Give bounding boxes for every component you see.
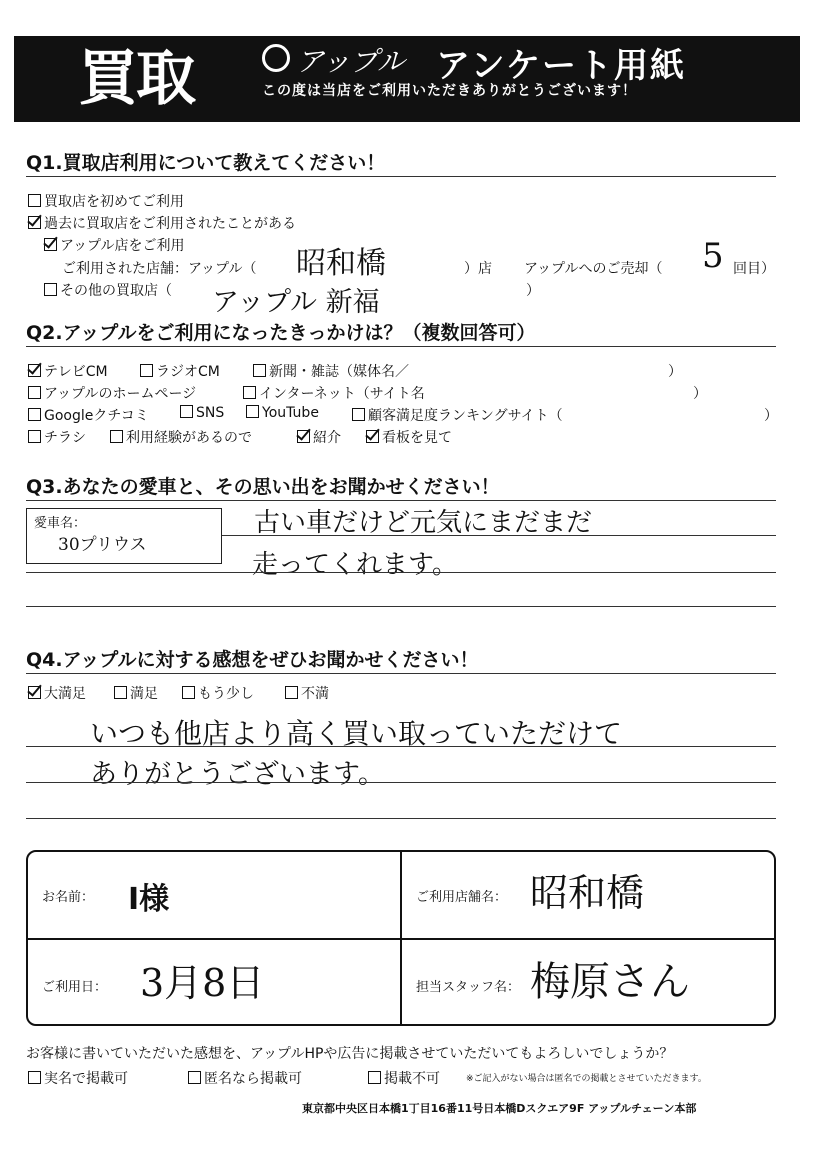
q2-sns-option[interactable] xyxy=(180,405,224,421)
q4-bit-more-label: もう少し xyxy=(198,686,254,702)
staff-label: 担当スタッフ名： xyxy=(416,980,521,995)
q2-google-label: Googleクチコミ xyxy=(44,408,149,424)
q2-radio-option[interactable] xyxy=(140,361,220,381)
q4-bit-more-option[interactable] xyxy=(182,683,254,703)
checkbox-icon[interactable] xyxy=(246,405,259,418)
checkbox-icon[interactable] xyxy=(180,405,193,418)
consent-real-name-label: 実名で掲載可 xyxy=(44,1071,128,1087)
q1-first-time-label: 買取店を初めてご利用 xyxy=(44,194,184,210)
q4-satisfied-label: 満足 xyxy=(130,686,158,702)
checkbox-icon[interactable] xyxy=(28,194,41,207)
q1-store-label: ご利用された店舗：アップル（ xyxy=(62,261,257,277)
checkbox-checked-icon[interactable] xyxy=(28,364,41,377)
q2-newspaper-option[interactable] xyxy=(253,361,409,381)
q2-youtube-label: YouTube xyxy=(262,405,319,421)
consent-note: ※ご記入がない場合は匿名での掲載とさせていただきます。 xyxy=(466,1074,707,1084)
checkbox-icon[interactable] xyxy=(243,386,256,399)
q2-question: Q2.アップルをご利用になったきっかけは？（複数回答可） xyxy=(26,322,536,344)
consent-anonymous-label: 匿名なら掲載可 xyxy=(204,1071,302,1087)
panel-divider-horizontal xyxy=(26,938,776,940)
q3-question: Q3.あなたの愛車と、その思い出をお聞かせください！ xyxy=(26,476,500,498)
header-big-text: 買取 xyxy=(78,44,194,114)
header-title: アンケート用紙 xyxy=(436,46,686,86)
q2-ranking-label: 顧客満足度ランキングサイト（ xyxy=(368,408,563,424)
q2-ranking-option[interactable] xyxy=(352,405,563,425)
q2-internet-option[interactable] xyxy=(243,383,425,403)
q3-writing-line xyxy=(26,606,776,607)
q2-youtube-option[interactable] xyxy=(246,405,319,421)
q1-question: Q1.買取店利用について教えてください！ xyxy=(26,152,386,174)
q1-other-close: ） xyxy=(526,283,540,299)
q2-homepage-option[interactable] xyxy=(28,383,196,403)
consent-no-publish-label: 掲載不可 xyxy=(384,1071,440,1087)
q1-other-value[interactable]: アップル 新福 xyxy=(212,287,380,318)
q2-radio-label: ラジオCM xyxy=(156,364,220,380)
q3-memory-line-2[interactable]: 走ってくれます。 xyxy=(252,550,458,580)
checkbox-icon[interactable] xyxy=(253,364,266,377)
checkbox-checked-icon[interactable] xyxy=(297,430,310,443)
q4-dissatisfied-label: 不満 xyxy=(301,686,329,702)
q1-store-value[interactable]: 昭和橋 xyxy=(296,246,386,281)
q2-sns-label: SNS xyxy=(196,405,225,421)
q2-ranking-close: ） xyxy=(764,408,778,424)
q1-other-label: その他の買取店（ xyxy=(60,283,172,299)
q2-tvcm-option[interactable] xyxy=(28,361,108,381)
q2-newspaper-close: ） xyxy=(668,364,682,380)
q2-rule xyxy=(26,346,776,347)
q4-satisfied-option[interactable] xyxy=(114,683,158,703)
q1-times-label: アップルへのご売却（ xyxy=(524,261,663,277)
q4-comment-line-2[interactable]: ありがとうございます。 xyxy=(90,759,385,790)
q1-first-time-option[interactable] xyxy=(28,191,184,211)
checkbox-icon[interactable] xyxy=(114,686,127,699)
q2-experience-option[interactable] xyxy=(110,427,252,447)
q3-rule xyxy=(26,500,776,501)
q4-writing-line xyxy=(26,746,776,747)
name-label: お名前： xyxy=(42,890,95,905)
checkbox-checked-icon[interactable] xyxy=(28,686,41,699)
q1-store-suffix: ）店 xyxy=(464,261,492,277)
q2-flyer-label: チラシ xyxy=(44,430,86,446)
consent-no-publish-option[interactable] xyxy=(368,1068,440,1088)
checkbox-checked-icon[interactable] xyxy=(44,238,57,251)
checkbox-icon[interactable] xyxy=(28,408,41,421)
q1-used-before-option[interactable] xyxy=(28,213,296,233)
store-name-label: ご利用店舗名： xyxy=(416,890,508,905)
checkbox-checked-icon[interactable] xyxy=(28,216,41,229)
checkbox-icon[interactable] xyxy=(28,1071,41,1084)
q2-tvcm-label: テレビCM xyxy=(44,364,108,380)
q4-very-satisfied-label: 大満足 xyxy=(44,686,86,702)
q2-flyer-option[interactable] xyxy=(28,427,86,447)
checkbox-icon[interactable] xyxy=(182,686,195,699)
q4-dissatisfied-option[interactable] xyxy=(285,683,329,703)
q2-referral-label: 紹介 xyxy=(313,430,341,446)
q2-homepage-label: アップルのホームページ xyxy=(44,386,197,402)
consent-real-name-option[interactable] xyxy=(28,1068,128,1088)
q2-experience-label: 利用経験があるので xyxy=(126,430,252,446)
q4-very-satisfied-option[interactable] xyxy=(28,683,86,703)
store-name-value[interactable]: 昭和橋 xyxy=(530,871,645,915)
checkbox-icon[interactable] xyxy=(110,430,123,443)
q1-times-value[interactable]: 5 xyxy=(702,236,724,276)
q2-signboard-option[interactable] xyxy=(366,427,452,447)
checkbox-icon[interactable] xyxy=(28,430,41,443)
car-name-label: 愛車名： xyxy=(34,516,87,531)
q2-internet-label: インターネット（サイト名 xyxy=(259,386,425,402)
q2-referral-option[interactable] xyxy=(297,427,341,447)
q2-google-option[interactable] xyxy=(28,405,149,425)
header-logo-text: アップル xyxy=(296,45,405,78)
header-subtitle: この度は当店をご利用いただきありがとうございます！ xyxy=(262,83,637,99)
q3-writing-line xyxy=(26,572,776,573)
consent-anonymous-option[interactable] xyxy=(188,1068,302,1088)
q4-comment-line-1[interactable]: いつも他店より高く買い取っていただけて xyxy=(90,717,623,750)
car-name-value[interactable]: 30プリウス xyxy=(58,535,147,555)
q1-other-option[interactable] xyxy=(44,280,172,300)
q3-memory-line-1[interactable]: 古い車だけど元気にまだまだ xyxy=(254,508,593,538)
q4-writing-line xyxy=(26,782,776,783)
q4-rule xyxy=(26,673,776,674)
q1-apple-store-label: アップル店をご利用 xyxy=(60,238,185,254)
q4-question: Q4.アップルに対する感想をぜひお聞かせください！ xyxy=(26,649,479,671)
checkbox-icon[interactable] xyxy=(352,408,365,421)
date-value[interactable]: 3月8日 xyxy=(140,961,265,1005)
date-label: ご利用日： xyxy=(42,980,108,995)
q4-writing-line xyxy=(26,818,776,819)
checkbox-checked-icon[interactable] xyxy=(366,430,379,443)
q2-internet-close: ） xyxy=(693,386,707,402)
q1-used-before-label: 過去に買取店をご利用されたことがある xyxy=(44,216,296,232)
staff-value[interactable]: 梅原さん xyxy=(530,959,690,1005)
checkbox-icon[interactable] xyxy=(188,1071,201,1084)
q3-writing-line xyxy=(222,535,776,536)
footer-address: 東京都中央区日本橋1丁目16番11号日本橋Dスクエア9F アップルチェーン本部 xyxy=(302,1102,697,1115)
q2-signboard-label: 看板を見て xyxy=(382,430,452,446)
apple-logo-icon xyxy=(262,44,290,72)
checkbox-icon[interactable] xyxy=(28,386,41,399)
checkbox-icon[interactable] xyxy=(368,1071,381,1084)
q1-apple-store-option[interactable] xyxy=(44,235,184,255)
checkbox-icon[interactable] xyxy=(285,686,298,699)
q2-newspaper-label: 新聞・雑誌（媒体名／ xyxy=(269,364,409,380)
consent-question: お客様に書いていただいた感想を、アップルHPや広告に掲載させていただいてもよろしいでしょうか？ xyxy=(26,1046,674,1062)
checkbox-icon[interactable] xyxy=(140,364,153,377)
q1-rule xyxy=(26,176,776,177)
checkbox-icon[interactable] xyxy=(44,283,57,296)
name-value[interactable]: I様 xyxy=(128,882,170,917)
q1-times-suffix: 回目） xyxy=(733,261,775,277)
